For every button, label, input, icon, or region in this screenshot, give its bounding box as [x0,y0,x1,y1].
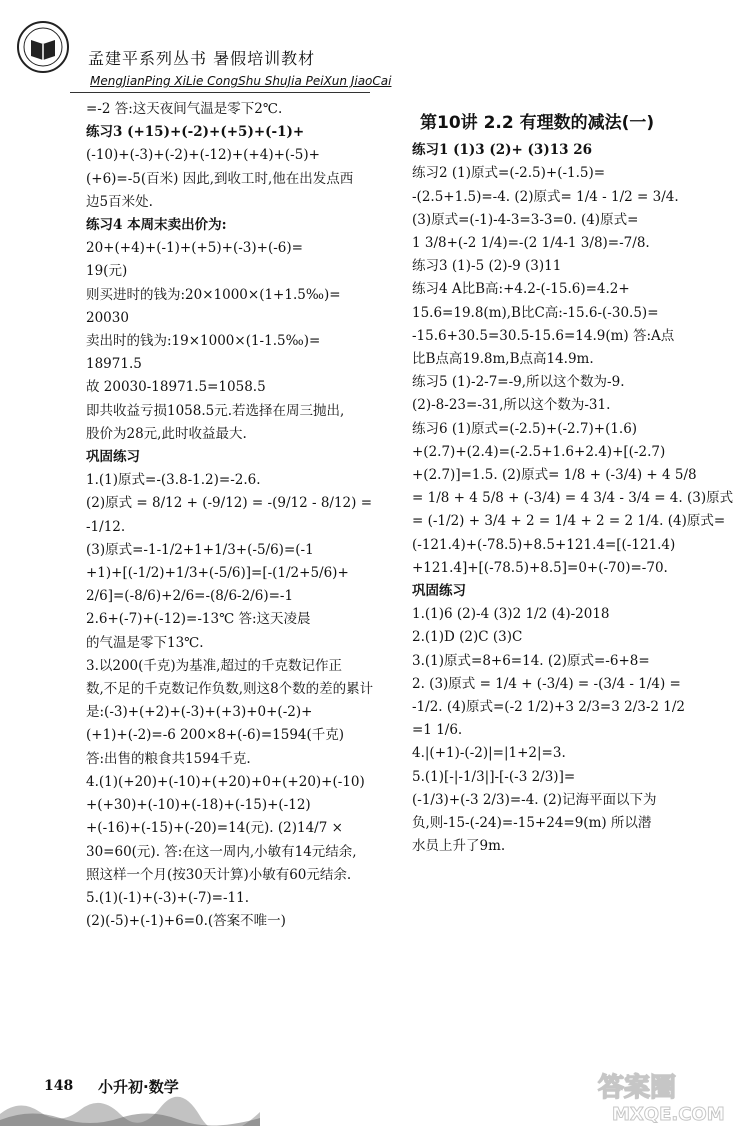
text-line: 水员上升了9m. [412,838,506,855]
right-column [412,98,734,859]
text-line: 练习3 (+15)+(-2)+(+5)+(-1)+ [86,124,305,141]
text-line: 练习3 (1)-5 (2)-9 (3)11 [412,258,562,275]
text-line: -1/12. [86,518,126,535]
text-line: 20+(+4)+(-1)+(+5)+(-3)+(-6)= [86,240,303,257]
text-line: 即共收益亏损1058.5元.若选择在周三抛出, [86,402,345,419]
left-column [86,98,396,933]
text-line: =-2 答:这天夜间气温是零下2℃. [86,101,283,117]
text-line: (-121.4)+(-78.5)+8.5+121.4=[(-121.4) [412,536,676,553]
text-line: +121.4]+[(-78.5)+8.5]=0+(-70)=-70. [412,559,668,576]
text-line: 练习2 (1)原式=(-2.5)+(-1.5)= [412,165,606,182]
text-line: 30=60(元). 答:在这一周内,小敏有14元结余, [86,843,357,860]
svg-text:答案圈: 答案圈 [598,1073,677,1103]
text-line: 19(元) [86,263,128,280]
page-header [0,0,750,100]
text-line: +1)+[(-1/2)+1/3+(-5/6)]=[-(1/2+5/6)+ [86,565,349,582]
text-line: 股价为28元,此时收益最大. [86,425,247,442]
text-line: 照这样一个月(按30天计算)小敏有60元结余. [86,866,352,883]
text-line: 2.6+(-7)+(-12)=-13℃ 答:这天凌晨 [86,611,311,628]
text-line: 1.(1)6 (2)-4 (3)2 1/2 (4)-2018 [412,606,610,623]
text-line: 卖出时的钱为:19×1000×(1-1.5‰)= [86,333,321,350]
text-line: 边5百米处. [86,193,153,210]
text-line: 是:(-3)+(+2)+(-3)+(+3)+0+(-2)+ [86,704,313,721]
chapter-title: 第10讲 2.2 有理数的减法(一) [420,113,655,133]
text-line: 数,不足的千克数记作负数,则这8个数的差的累计 [86,681,374,698]
text-line: 3.以200(千克)为基准,超过的千克数记作正 [86,657,342,674]
text-line: 答:出售的粮食共1594千克. [86,750,251,767]
footer-label: 小升初·数学 [98,1078,179,1096]
text-line: 5.(1)[-|-1/3|]-[-(-3 2/3)]= [412,768,576,785]
section-heading: 巩固练习 [412,583,466,600]
text-line: 1 3/8+(-2 1/4)=-(2 1/4-1 3/8)=-7/8. [412,235,650,252]
text-line: (2)原式 = 8/12 + (-9/12) = -(9/12 - 8/12) = [86,495,373,512]
text-line: 4.(1)(+20)+(-10)+(+20)+0+(+20)+(-10) [86,773,365,790]
page-footer [0,1060,750,1126]
text-line: 2. (3)原式 = 1/4 + (-3/4) = -(3/4 - 1/4) = [412,675,681,692]
text-line: (3)原式=-1-1/2+1+1/3+(-5/6)=(-1 [86,541,314,558]
text-line: (+6)=-5(百米) 因此,到收工时,他在出发点西 [86,170,354,187]
text-line: 比B点高19.8m,B点高14.9m. [412,351,594,368]
svg-text:MXQE.COM: MXQE.COM [612,1104,725,1125]
text-line: 练习1 (1)3 (2)+ (3)13 26 [412,142,592,159]
text-line: 4.|(+1)-(-2)|=|1+2|=3. [412,745,566,762]
text-line: -(2.5+1.5)=-4. (2)原式= 1/4 - 1/2 = 3/4. [412,188,679,205]
text-line: (-1/3)+(-3 2/3)=-4. (2)记海平面以下为 [412,791,657,808]
text-line: +(2.7)]=1.5. (2)原式= 1/8 + (-3/4) + 4 5/8 [412,467,697,484]
text-line: 20030 [86,309,129,326]
text-line: 练习6 (1)原式=(-2.5)+(-2.7)+(1.6) [412,420,638,437]
text-line: 练习4 本周末卖出价为: [86,217,227,234]
text-line: +(+30)+(-10)+(-18)+(-15)+(-12) [86,797,311,814]
text-line: 练习5 (1)-2-7=-9,所以这个数为-9. [412,374,625,391]
wave-decoration-icon [0,1094,260,1126]
section-heading: 巩固练习 [86,449,140,466]
book-logo-icon [16,20,70,74]
text-line: =1 1/6. [412,722,463,739]
text-line: 18971.5 [86,356,142,373]
series-title: 孟建平系列丛书 暑假培训教材 [88,49,316,68]
text-line: 5.(1)(-1)+(-3)+(-7)=-11. [86,889,250,906]
text-line: = (-1/2) + 3/4 + 2 = 1/4 + 2 = 2 1/4. (4)原式= [412,513,726,530]
text-line: 则买进时的钱为:20×1000×(1+1.5‰)= [86,286,341,303]
header-rule [70,92,370,93]
text-line: = 1/8 + 4 5/8 + (-3/4) = 4 3/4 - 3/4 = 4. (3)原式 [412,490,734,507]
text-line: +(-16)+(-15)+(-20)=14(元). (2)14/7 × [86,820,343,837]
watermark-logo-icon [592,1066,742,1126]
text-line: -1/2. (4)原式=(-2 1/2)+3 2/3=3 2/3-2 1/2 [412,699,686,716]
text-line: 1.(1)原式=-(3.8-1.2)=-2.6. [86,472,261,489]
text-line: 练习4 A比B高:+4.2-(-15.6)=4.2+ [412,281,630,298]
text-line: 故 20030-18971.5=1058.5 [86,379,266,396]
text-line: (2)(-5)+(-1)+6=0.(答案不唯一) [86,913,286,930]
text-line: 3.(1)原式=8+6=14. (2)原式=-6+8= [412,652,650,669]
text-line: (-10)+(-3)+(-2)+(-12)+(+4)+(-5)+ [86,147,320,164]
text-line: (3)原式=(-1)-4-3=3-3=0. (4)原式= [412,211,639,228]
text-line: (2)-8-23=-31,所以这个数为-31. [412,397,611,414]
text-line: 2/6]=(-8/6)+2/6=-(8/6-2/6)=-1 [86,588,294,605]
text-line: 的气温是零下13℃. [86,634,204,651]
text-line: +(2.7)+(2.4)=(-2.5+1.6+2.4)+[(-2.7) [412,443,666,460]
series-pinyin: MengJianPing XiLie CongShu ShuJia PeiXun JiaoCai [90,74,392,88]
text-line: 负,则-15-(-24)=-15+24=9(m) 所以潜 [412,815,652,832]
text-line: -15.6+30.5=30.5-15.6=14.9(m) 答:A点 [412,327,675,344]
text-line: (+1)+(-2)=-6 200×8+(-6)=1594(千克) [86,727,345,744]
page-number: 148 [44,1078,74,1094]
text-line: 2.(1)D (2)C (3)C [412,629,523,646]
text-line: 15.6=19.8(m),B比C高:-15.6-(-30.5)= [412,304,659,321]
